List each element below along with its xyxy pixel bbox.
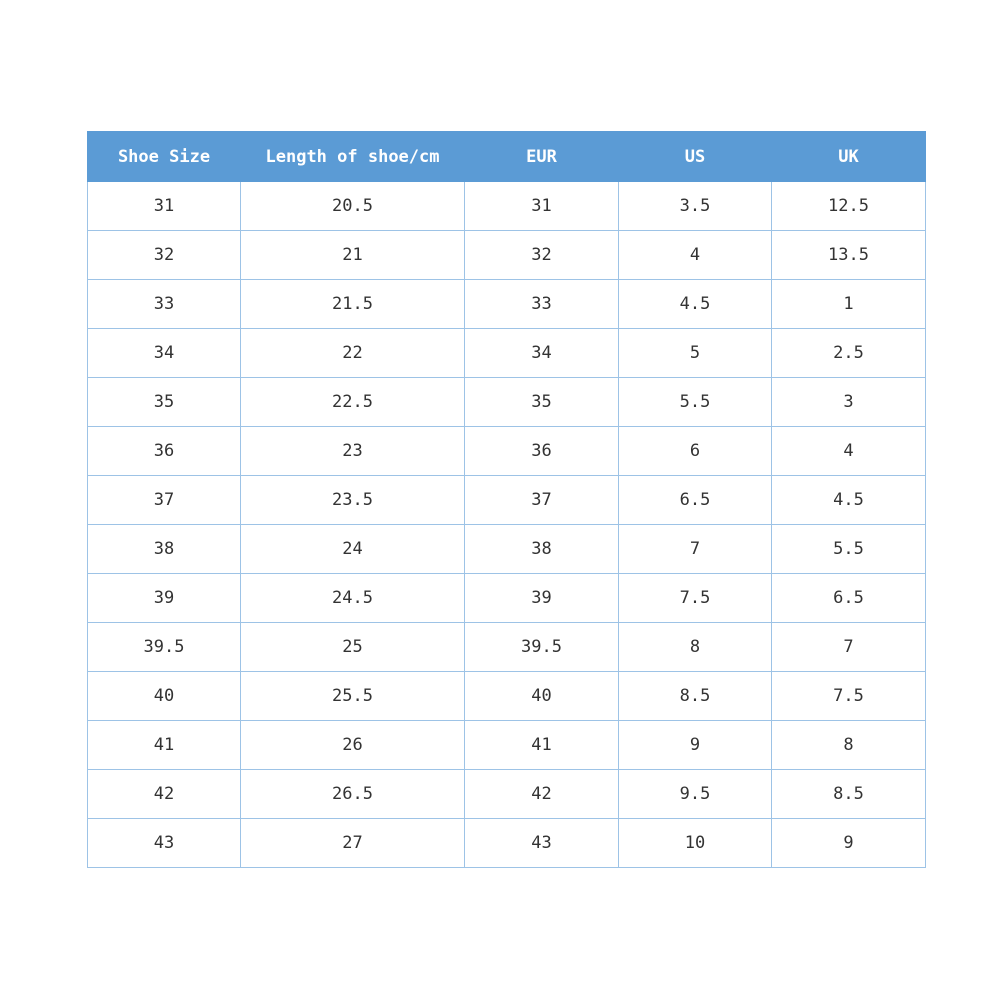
cell-eur: 43 [465, 819, 619, 868]
cell-length-cm: 23.5 [241, 476, 465, 525]
header-shoe-size: Shoe Size [88, 132, 241, 182]
cell-shoe-size: 39.5 [88, 623, 241, 672]
cell-length-cm: 26 [241, 721, 465, 770]
table-row [88, 280, 926, 329]
cell-shoe-size: 35 [88, 378, 241, 427]
cell-eur: 35 [465, 378, 619, 427]
cell-us: 4.5 [619, 280, 772, 329]
header-row [88, 132, 926, 182]
cell-us: 4 [619, 231, 772, 280]
cell-eur: 39 [465, 574, 619, 623]
cell-uk: 8 [772, 721, 926, 770]
cell-shoe-size: 37 [88, 476, 241, 525]
cell-uk: 4.5 [772, 476, 926, 525]
cell-us: 6 [619, 427, 772, 476]
table-header [88, 132, 926, 182]
cell-shoe-size: 38 [88, 525, 241, 574]
cell-length-cm: 22.5 [241, 378, 465, 427]
header-us: US [619, 132, 772, 182]
cell-uk: 6.5 [772, 574, 926, 623]
cell-uk: 3 [772, 378, 926, 427]
cell-length-cm: 21.5 [241, 280, 465, 329]
cell-shoe-size: 42 [88, 770, 241, 819]
cell-us: 3.5 [619, 182, 772, 231]
cell-us: 10 [619, 819, 772, 868]
cell-shoe-size: 33 [88, 280, 241, 329]
cell-uk: 2.5 [772, 329, 926, 378]
table-row [88, 476, 926, 525]
cell-uk: 8.5 [772, 770, 926, 819]
cell-eur: 31 [465, 182, 619, 231]
cell-us: 8 [619, 623, 772, 672]
table-row [88, 574, 926, 623]
cell-us: 6.5 [619, 476, 772, 525]
cell-uk: 9 [772, 819, 926, 868]
header-uk: UK [772, 132, 926, 182]
table-row [88, 770, 926, 819]
cell-eur: 41 [465, 721, 619, 770]
table-row [88, 525, 926, 574]
cell-shoe-size: 36 [88, 427, 241, 476]
cell-us: 8.5 [619, 672, 772, 721]
cell-eur: 34 [465, 329, 619, 378]
cell-length-cm: 20.5 [241, 182, 465, 231]
cell-eur: 40 [465, 672, 619, 721]
cell-shoe-size: 43 [88, 819, 241, 868]
cell-eur: 32 [465, 231, 619, 280]
table-row [88, 672, 926, 721]
cell-shoe-size: 39 [88, 574, 241, 623]
table-row [88, 819, 926, 868]
cell-shoe-size: 41 [88, 721, 241, 770]
cell-us: 9 [619, 721, 772, 770]
cell-eur: 39.5 [465, 623, 619, 672]
cell-eur: 33 [465, 280, 619, 329]
size-chart-table [87, 131, 926, 868]
cell-us: 5.5 [619, 378, 772, 427]
cell-length-cm: 24 [241, 525, 465, 574]
cell-eur: 42 [465, 770, 619, 819]
cell-shoe-size: 34 [88, 329, 241, 378]
cell-us: 5 [619, 329, 772, 378]
cell-length-cm: 22 [241, 329, 465, 378]
cell-uk: 1 [772, 280, 926, 329]
cell-shoe-size: 32 [88, 231, 241, 280]
cell-uk: 5.5 [772, 525, 926, 574]
table-row [88, 378, 926, 427]
size-chart [87, 131, 925, 868]
cell-length-cm: 25 [241, 623, 465, 672]
cell-us: 9.5 [619, 770, 772, 819]
cell-eur: 38 [465, 525, 619, 574]
table-row [88, 231, 926, 280]
cell-uk: 13.5 [772, 231, 926, 280]
cell-length-cm: 24.5 [241, 574, 465, 623]
table-row [88, 623, 926, 672]
table-row [88, 721, 926, 770]
cell-uk: 7 [772, 623, 926, 672]
cell-us: 7.5 [619, 574, 772, 623]
cell-length-cm: 23 [241, 427, 465, 476]
cell-length-cm: 26.5 [241, 770, 465, 819]
header-eur: EUR [465, 132, 619, 182]
cell-shoe-size: 31 [88, 182, 241, 231]
table-row [88, 329, 926, 378]
cell-length-cm: 27 [241, 819, 465, 868]
cell-eur: 36 [465, 427, 619, 476]
table-row [88, 427, 926, 476]
cell-length-cm: 25.5 [241, 672, 465, 721]
cell-eur: 37 [465, 476, 619, 525]
cell-length-cm: 21 [241, 231, 465, 280]
table-row [88, 182, 926, 231]
cell-shoe-size: 40 [88, 672, 241, 721]
header-length-cm: Length of shoe/cm [241, 132, 465, 182]
cell-uk: 7.5 [772, 672, 926, 721]
cell-uk: 12.5 [772, 182, 926, 231]
cell-uk: 4 [772, 427, 926, 476]
table-body [88, 182, 926, 868]
cell-us: 7 [619, 525, 772, 574]
